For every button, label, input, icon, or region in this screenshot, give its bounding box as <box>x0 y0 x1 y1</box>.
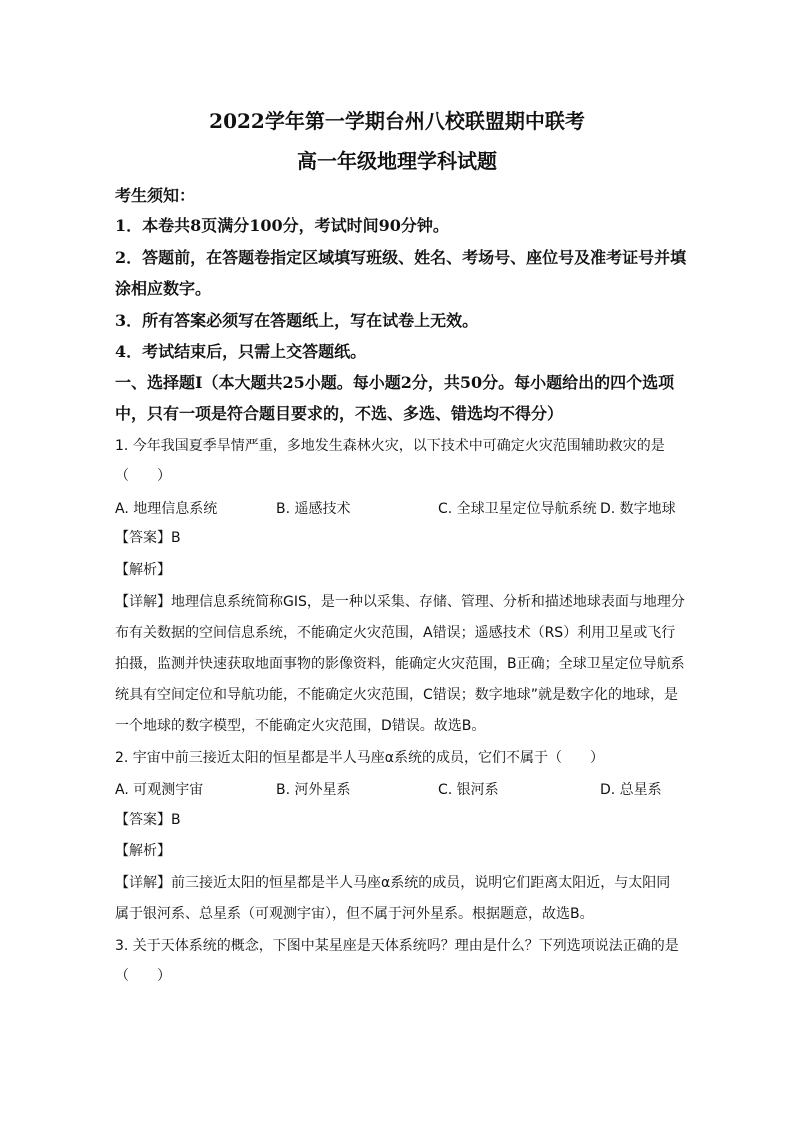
question-1-detail: 【详解】地理信息系统简称GIS，是一种以采集、存储、管理、分析和描述地球表面与地理分 <box>115 594 685 610</box>
notice-item: 3．所有答案必须写在答题纸上，写在试卷上无效。 <box>115 311 479 330</box>
question-1-detail: 一个地球的数字模型，不能确定火灾范围，D错误。故选B。 <box>115 718 486 734</box>
question-1-answer: 【答案】B <box>115 530 181 546</box>
question-2-stem: 2. 宇宙中前三接近太阳的恒星都是半人马座α系统的成员，它们不属于（ ） <box>115 750 605 766</box>
question-2-detail: 【详解】前三接近太阳的恒星都是半人马座α系统的成员，说明它们距离太阳近，与太阳同 <box>115 875 671 891</box>
notice-item: 涂相应数字。 <box>115 279 212 298</box>
question-1-option-c: C. 全球卫星定位导航系统 <box>438 501 597 517</box>
question-2-option-a: A. 可观测宇宙 <box>115 782 204 798</box>
question-2-detail: 属于银河系、总星系（可观测宇宙），但不属于河外星系。根据题意，故选B。 <box>115 906 594 922</box>
section-heading: 一、选择题Ⅰ（本大题共25小题。每小题2分，共50分。每小题给出的四个选项 <box>115 373 675 392</box>
question-2-option-d: D. 总星系 <box>600 782 662 798</box>
exam-subtitle: 高一年级地理学科试题 <box>297 149 497 173</box>
question-1-detail: 统具有空间定位和导航功能，不能确定火灾范围，C错误；数字地球”就是数字化的地球，是 <box>115 687 679 703</box>
question-2-analysis-label: 【解析】 <box>115 843 171 859</box>
question-3-bracket: （ ） <box>115 968 171 984</box>
question-1-bracket: （ ） <box>115 468 171 484</box>
question-2-option-c: C. 银河系 <box>438 782 499 798</box>
question-1-option-a: A. 地理信息系统 <box>115 501 218 517</box>
notice-item: 2．答题前，在答题卷指定区域填写班级、姓名、考场号、座位号及准考证号并填 <box>115 248 687 267</box>
question-3-stem: 3. 关于天体系统的概念，下图中某星座是天体系统吗？理由是什么？下列选项说法正确的是 <box>115 938 679 954</box>
notice-item: 1．本卷共8页满分100分，考试时间90分钟。 <box>115 216 449 235</box>
question-2-option-b: B. 河外星系 <box>276 782 351 798</box>
section-heading-cont: 中，只有一项是符合题目要求的，不选、多选、错选均不得分） <box>115 404 564 423</box>
question-1-detail: 布有关数据的空间信息系统，不能确定火灾范围，A错误；遥感技术（RS）利用卫星或飞行 <box>115 625 676 641</box>
question-1-stem: 1. 今年我国夏季旱情严重，多地发生森林火灾，以下技术中可确定火灾范围辅助救灾的是 <box>115 438 665 454</box>
notice-item: 4．考试结束后，只需上交答题纸。 <box>115 342 367 361</box>
question-2-answer: 【答案】B <box>115 812 181 828</box>
question-1-option-b: B. 遥感技术 <box>276 501 351 517</box>
question-1-analysis-label: 【解析】 <box>115 562 171 578</box>
exam-title: 2022学年第一学期台州八校联盟期中联考 <box>209 109 585 133</box>
notice-heading: 考生须知： <box>115 186 196 205</box>
question-1-detail: 拍摄，监测并快速获取地面事物的影像资料，能确定火灾范围，B正确；全球卫星定位导航系 <box>115 656 685 672</box>
question-1-option-d: D. 数字地球 <box>600 501 676 517</box>
